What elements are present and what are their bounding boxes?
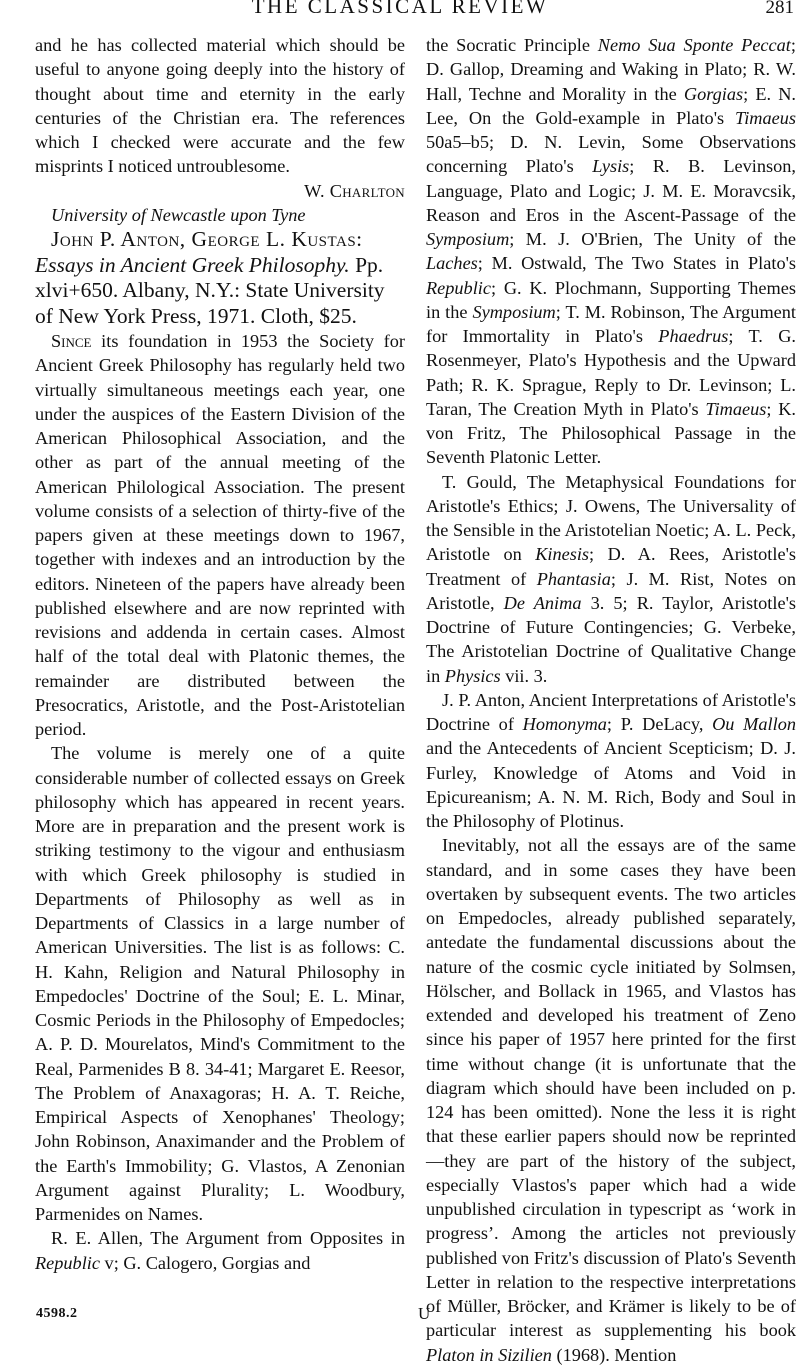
italic-title: Nemo Sua Sponte Peccat: [597, 35, 791, 55]
reviewer-affiliation: University of Newcastle upon Tyne: [51, 204, 306, 225]
italic-title: Timaeus: [705, 398, 767, 419]
italic-title: Timaeus: [735, 107, 796, 128]
text-run: (1968). Mention: [551, 1344, 677, 1365]
page-header: [0, 0, 800, 22]
italic-title: Republic: [426, 277, 491, 298]
text-run: T. Gould, The Metaphysical Foundations for Aristotle's Ethics; J. Owens, The Universality of the Sensible in the Aristotelian Noetic; A. L. Peck, Aristotle on: [426, 471, 796, 565]
text-run: ; T. G. Rosenmeyer, Plato's Hypothesis and the Upward Path; R. K. Sprague, Reply to Dr. Levinson; L. Taran, The Creation Myth in Plato's: [426, 326, 796, 419]
italic-title: Ou Mallon: [712, 714, 796, 734]
text-run: ; D. A. Rees, Aristotle's Treatment of: [426, 544, 796, 589]
italic-title: Phantasia: [536, 568, 611, 589]
paragraph-post-aristotelian-essays: [426, 688, 796, 834]
right-column: [426, 33, 796, 1367]
paragraph-assessment: [426, 833, 796, 1367]
text-run: ; G. K. Plochmann, Supporting Themes in the: [426, 277, 796, 322]
text-run: ; T. M. Robinson, The Argument for Immortality in Plato's: [426, 301, 797, 346]
text-run: ; R. B. Levinson, Language, Plato and Logic; J. M. E. Moravcsik, Reason and Eros in the Ascent-Passage of the: [426, 156, 796, 225]
text-run: ; M. Ostwald, The Two States in Plato's: [477, 253, 796, 274]
text-run: 50a5–b5; D. N. Levin, Some Observations concerning Plato's: [426, 132, 796, 177]
italic-title: Platon in Sizilien: [426, 1344, 552, 1365]
text-run: and the Antecedents of Ancient Scepticism; D. J. Furley, Knowledge of Atoms and Void in Epicureanism; A. N. M. Rich, Body and Soul in the Philosophy of Plotinus.: [426, 738, 796, 831]
italic-title: Laches: [426, 253, 478, 274]
text-run: 3. 5; R. Taylor, Aristotle's Doctrine of Future Contingencies; G. Verbeke, The Aristotelian Doctrine of Qualitative Change in: [426, 592, 796, 686]
left-column: [35, 33, 405, 1275]
italic-title: Physics: [444, 665, 501, 686]
italic-title: Gorgias: [683, 83, 744, 104]
gathering-letter: U: [418, 1304, 431, 1323]
text-run: ; E. N. Lee, On the Gold-example in Plato's: [426, 83, 796, 128]
text-run: vii. 3.: [500, 665, 548, 686]
italic-title: De Anima: [503, 592, 582, 613]
italic-title: Phaedrus: [658, 326, 729, 346]
page-footer: [0, 1304, 800, 1330]
italic-title: Lysis: [592, 156, 630, 177]
italic-title: Kinesis: [535, 544, 590, 565]
printer-signature-mark: 4598.2: [36, 1306, 78, 1321]
reviewer-signature: W. Charlton: [304, 180, 405, 201]
text-run: the Socratic Principle: [426, 35, 598, 55]
paragraph-lead-word: Since: [51, 331, 92, 351]
paragraph-society-text: its foundation in 1953 the Society for Ancient Greek Philosophy has regularly held two virtually simultaneous meetings each year, one under the auspices of the Eastern Division of the American Philosophical Association, and the other as part of the annual meeting of the American Philological Association. The present volume consists of a selection of thirty-five of the papers given at these meetings down to 1967, together with indexes and an introduction by the editors. Nineteen of the papers have already been published elsewhere and are now reprinted with revisions and addenda in certain cases. Almost half of the total deal with Platonic themes, the remainder are distributed between the Presocratics, Aristotle, and the Post-Aristotelian period.: [35, 331, 405, 739]
text-run: Inevitably, not all the essays are of the same standard, and in some cases they have been overtaken by subsequent events. The two articles on Empedocles, already published separately, antedate the fundamental discussions about the nature of the cosmic cycle initiated by Solmsen, Hölscher, and Bollack in 1965, and Vlastos has extended and developed his treatment of Zeno since his paper of 1957 here printed for the first time without change (it is unfortunate that the diagram which should have been included on p. 124 has been omitted). None the less it is right that these earlier papers should now be reprinted—they are part of the history of the subject, especially Vlastos's paper which had a wide unpublished circulation in typescript as ‘work in progress’. Among the articles not previously published von Fritz's discussion of Plato's Seventh Letter in relation to the respective interpretations of Müller, Bröcker, and Krämer is likely to be of particular interest as supplementing his book: [426, 835, 796, 1341]
text-run: J. P. Anton, Ancient Interpretations of Aristotle's Doctrine of: [426, 689, 796, 734]
paragraph-allen-title: Republic: [35, 1252, 100, 1273]
book-title: Essays in Ancient Greek Philosophy.: [35, 252, 350, 277]
italic-title: Symposium: [472, 301, 556, 322]
paragraph-allen: [35, 1226, 405, 1275]
paragraph-allen-text-b: v; G. Calogero, Gorgias and: [99, 1252, 311, 1273]
italic-title: Symposium: [426, 229, 510, 249]
paragraph-allen-text-a: R. E. Allen, The Argument from Opposites in: [51, 1228, 405, 1249]
page-number: 281: [765, 0, 794, 18]
italic-title: Homonyma: [522, 714, 607, 734]
paragraph-society: [35, 329, 405, 741]
text-run: ; K. von Fritz, The Philosophical Passage in the Seventh Platonic Letter.: [426, 398, 796, 468]
book-details: Pp. xlvi+650. Albany, N.Y.: State University of New York Press, 1971. Cloth, $25.: [35, 252, 385, 328]
text-run: ; J. M. Rist, Notes on Aristotle,: [426, 568, 796, 613]
text-run: ; D. Gallop, Dreaming and Waking in Plato; R. W. Hall, Techne and Morality in the: [426, 35, 796, 104]
text-run: ; P. DeLacy,: [606, 714, 713, 734]
book-authors: John P. Anton, George L. Kustas:: [51, 227, 363, 251]
paragraph-plato-essays: [426, 33, 796, 470]
review-heading: [35, 227, 405, 329]
previous-review-ending: and he has collected material which should be useful to anyone going deeply into the history of thought about time and eternity in the early centuries of the Christian era. The references which I checked were accurate and the few misprints I noticed untroublesome.: [35, 35, 405, 177]
paragraph-aristotle-essays: [426, 470, 796, 688]
text-run: ; M. J. O'Brien, The Unity of the: [509, 229, 796, 249]
running-title: THE CLASSICAL REVIEW: [251, 0, 549, 18]
paragraph-collected-essays: The volume is merely one of a quite considerable number of collected essays on Greek philosophy which has appeared in recent years. More are in preparation and the present work is striking testimony to the vigour and enthusiasm with which Greek philosophy is studied in Departments of Philosophy as well as in Departments of Classics in a large number of American Universities. The list is as follows: C. H. Kahn, Religion and Natural Philosophy in Empedocles' Doctrine of the Soul; E. L. Minar, Cosmic Periods in the Philosophy of Empedocles; A. P. D. Mourelatos, Mind's Commitment to the Real, Parmenides B 8. 34-41; Margaret E. Reesor, The Problem of Anaxagoras; H. A. T. Reiche, Empirical Aspects of Xenophanes' Theology; John Robinson, Anaximander and the Problem of the Earth's Immobility; G. Vlastos, A Zenonian Argument against Plurality; L. Woodbury, Parmenides on Names.: [35, 743, 405, 1224]
